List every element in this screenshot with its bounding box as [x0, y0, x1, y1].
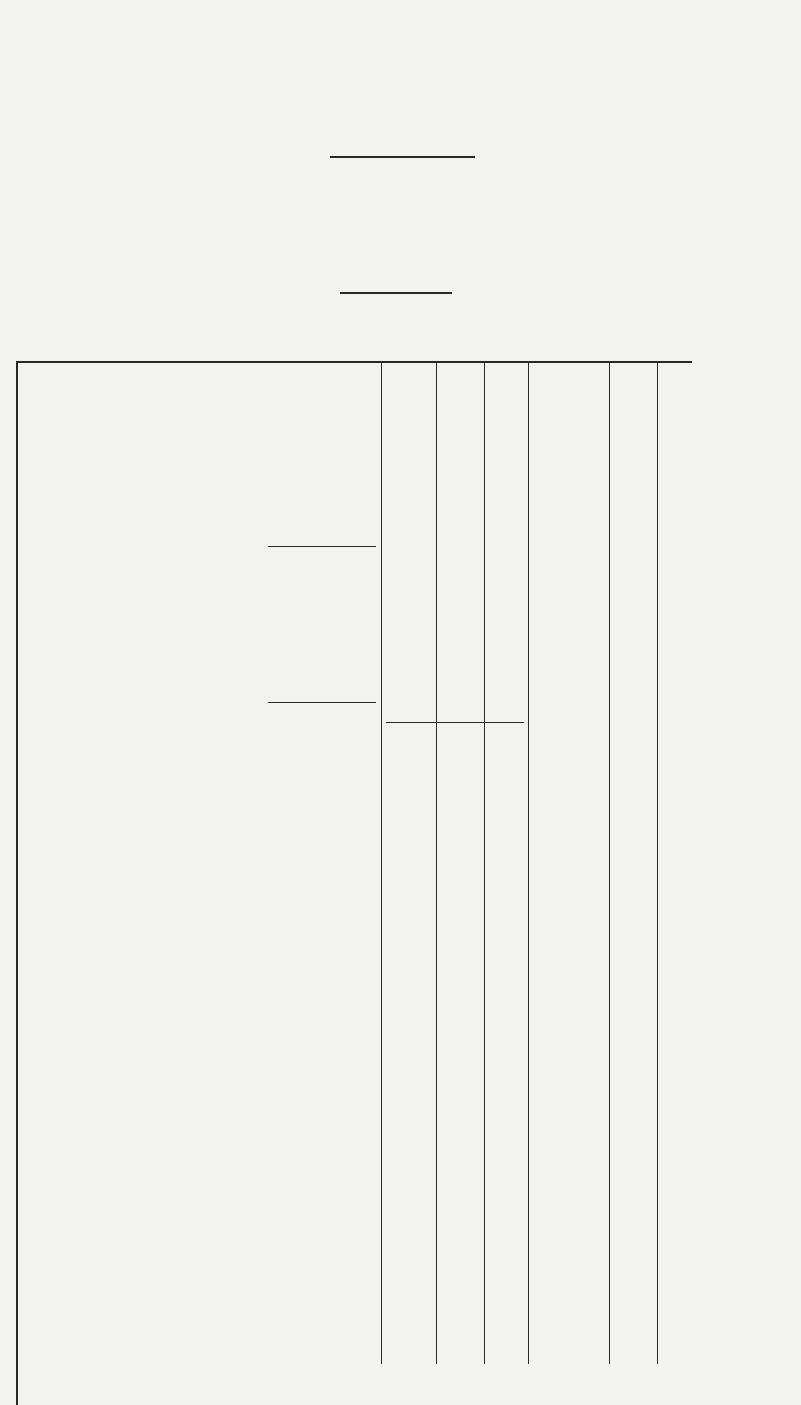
title-underline [330, 156, 475, 158]
col-rule-6 [657, 361, 658, 1364]
section1-end-rule [386, 722, 524, 723]
table-top-rule [16, 361, 692, 363]
subtotal-a-rule [268, 546, 376, 547]
abstract-underline [340, 292, 452, 294]
col-rule-4 [528, 361, 529, 1364]
col-rule-2 [436, 361, 437, 1364]
col-rule-5 [609, 361, 610, 1364]
col-rule-1 [381, 361, 382, 1364]
left-margin-rule [16, 361, 18, 1405]
subtotal-b-rule [268, 702, 376, 703]
col-rule-3 [484, 361, 485, 1364]
